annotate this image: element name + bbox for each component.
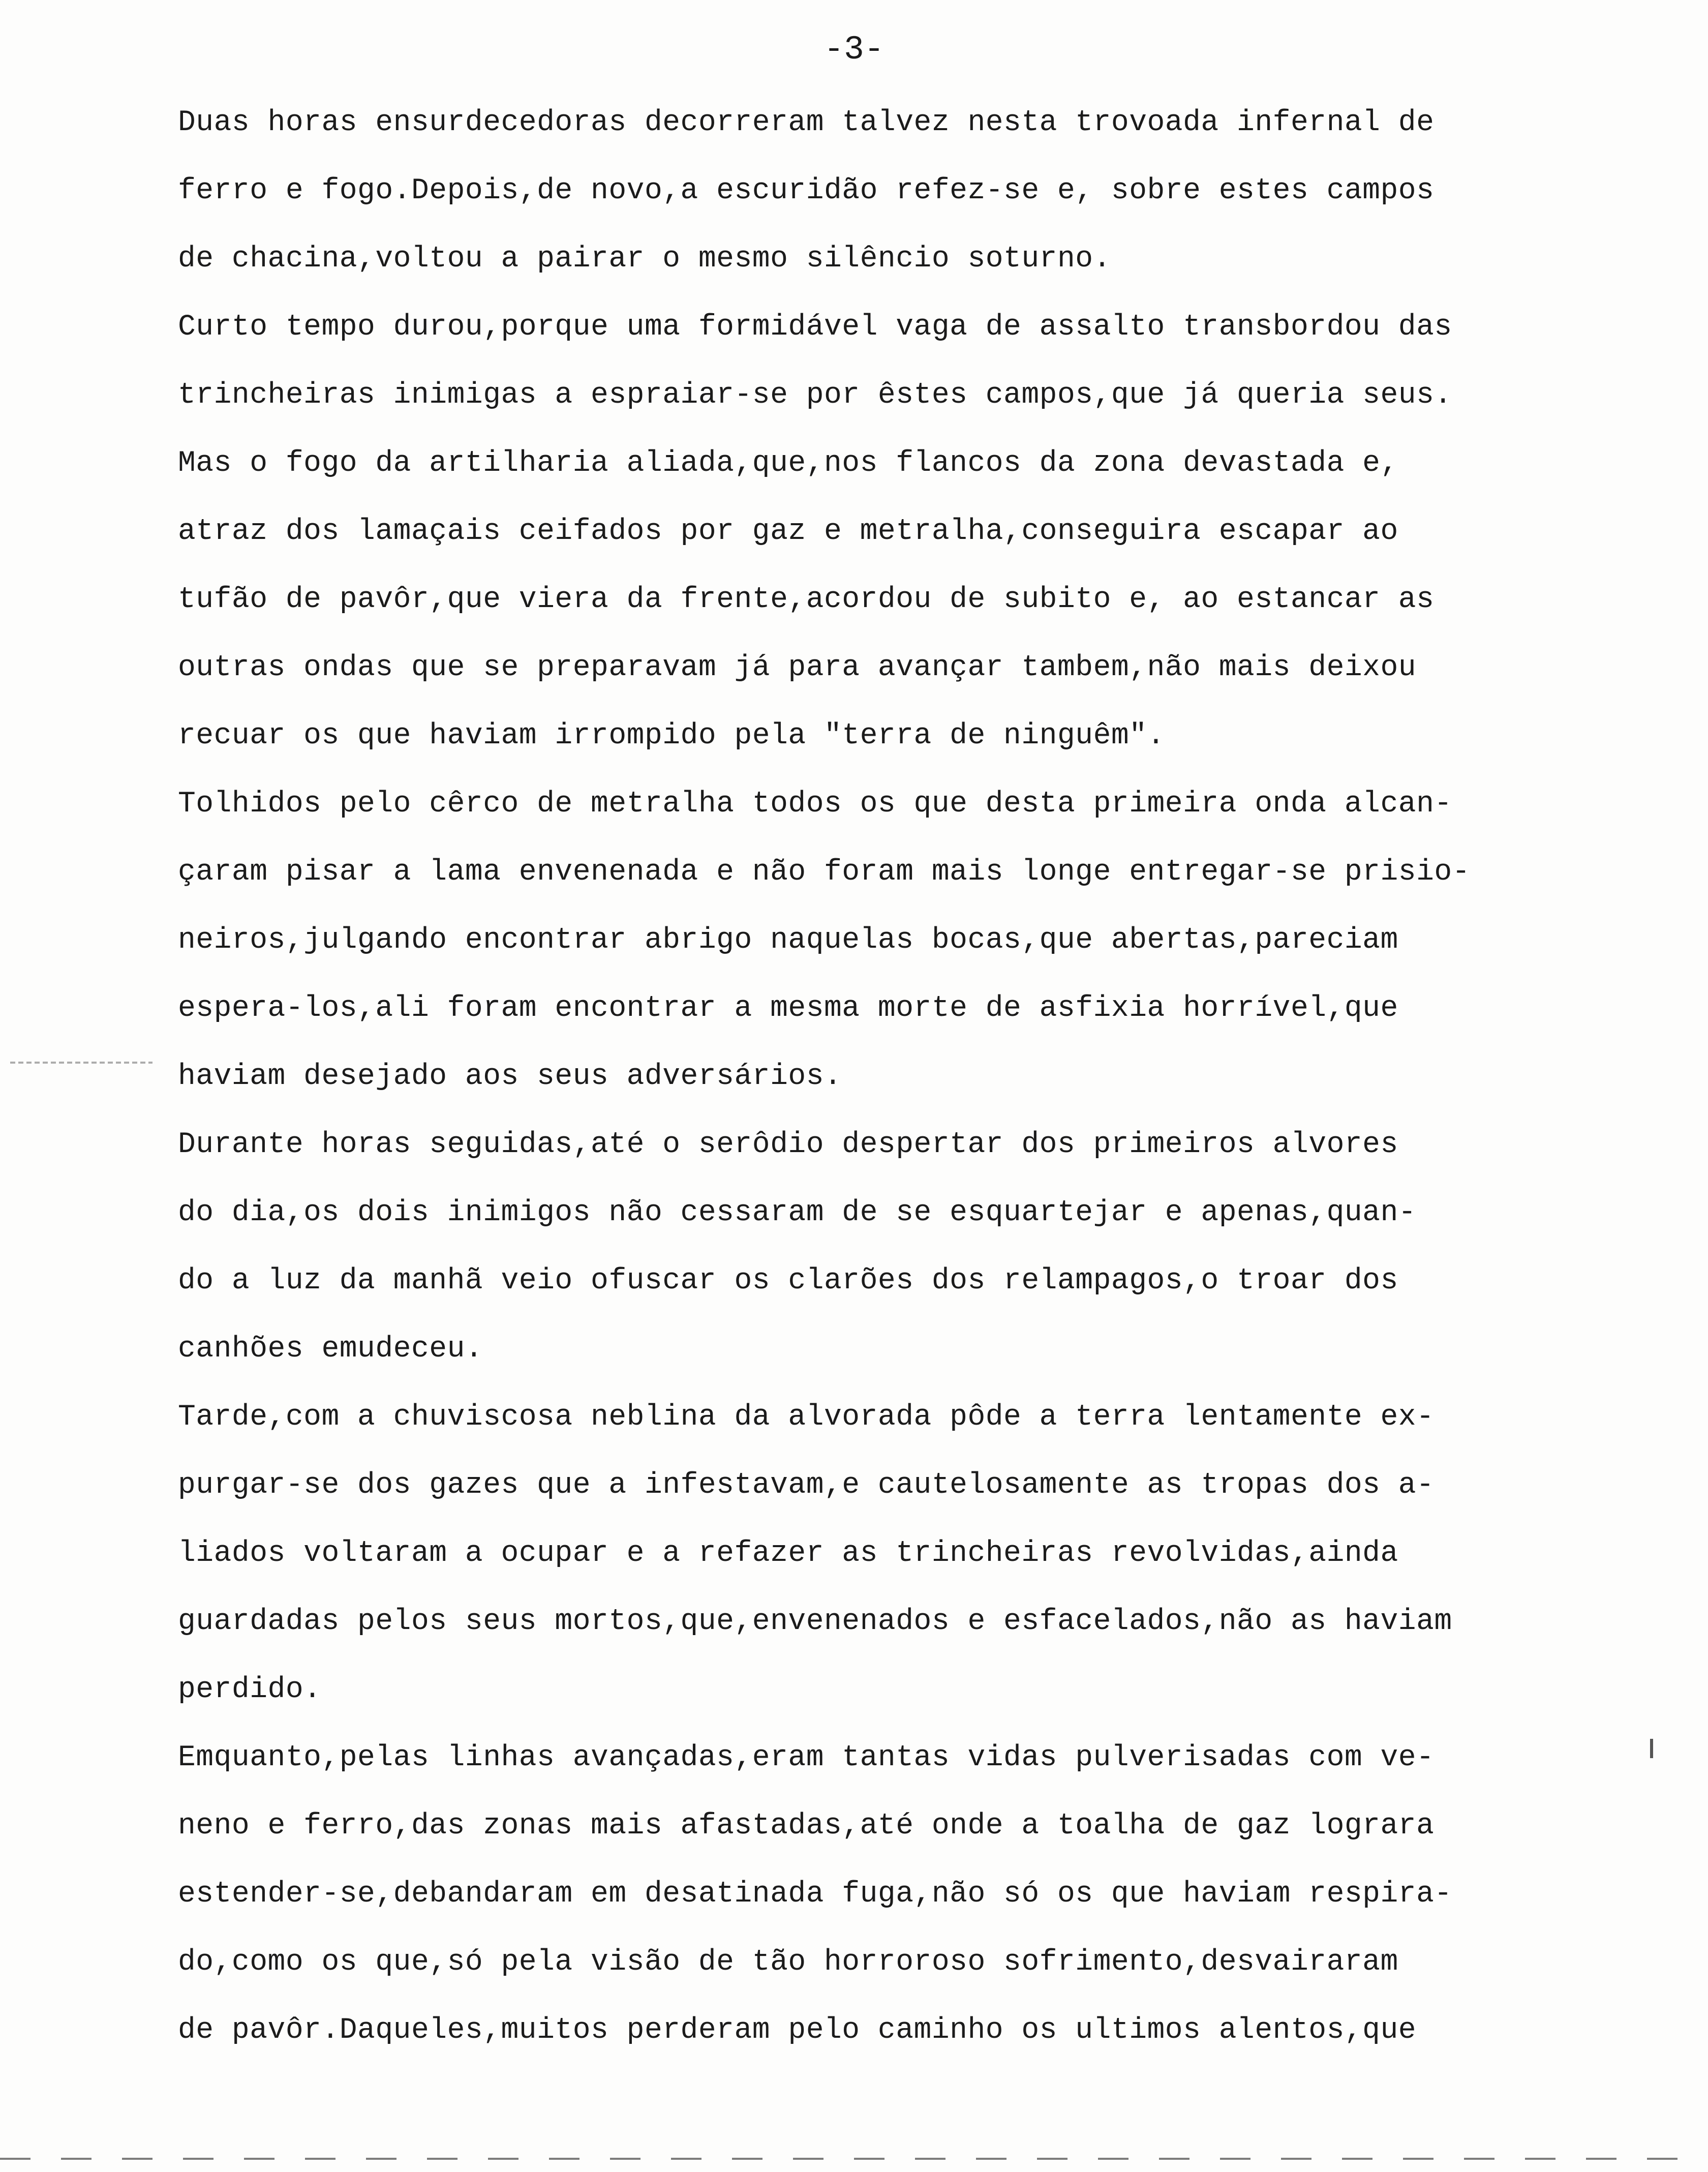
- text-line: de pavôr.Daqueles,muitos perderam pelo caminho os ultimos alentos,que: [178, 2014, 1417, 2047]
- text-line: Tarde,com a chuviscosa neblina da alvorada pôde a terra lentamente ex-: [178, 1401, 1435, 1434]
- text-line: ferro e fogo.Depois,de novo,a escuridão refez-se e, sobre estes campos: [178, 174, 1435, 207]
- ink-speck: [1650, 1739, 1653, 1758]
- text-line: tufão de pavôr,que viera da frente,acordou de subito e, ao estancar as: [178, 583, 1435, 616]
- text-line: trincheiras inimigas a espraiar-se por êstes campos,que já queria seus.: [178, 379, 1452, 412]
- text-line: estender-se,debandaram em desatinada fuga,não só os que haviam respira-: [178, 1878, 1452, 1911]
- text-line: guardadas pelos seus mortos,que,envenenados e esfacelados,não as haviam: [178, 1605, 1452, 1638]
- text-line: atraz dos lamaçais ceifados por gaz e metralha,conseguira escapar ao: [178, 515, 1398, 548]
- text-line: Emquanto,pelas linhas avançadas,eram tantas vidas pulverisadas com ve-: [178, 1741, 1435, 1774]
- text-line: neno e ferro,das zonas mais afastadas,até onde a toalha de gaz lograra: [178, 1809, 1435, 1843]
- text-line: canhões emudeceu.: [178, 1333, 483, 1366]
- text-line: Mas o fogo da artilharia aliada,que,nos flancos da zona devastada e,: [178, 447, 1398, 480]
- bottom-edge-rule: [0, 2158, 1708, 2160]
- text-line: purgar-se dos gazes que a infestavam,e cautelosamente as tropas dos a-: [178, 1469, 1435, 1502]
- text-line: espera-los,ali foram encontrar a mesma morte de asfixia horrível,que: [178, 992, 1398, 1025]
- text-line: perdido.: [178, 1673, 322, 1706]
- text-line: do,como os que,só pela visão de tão horroroso sofrimento,desvairaram: [178, 1946, 1398, 1979]
- text-line: do a luz da manhã veio ofuscar os clarões dos relampagos,o troar dos: [178, 1264, 1398, 1298]
- text-line: liados voltaram a ocupar e a refazer as trincheiras revolvidas,ainda: [178, 1537, 1398, 1570]
- text-line: neiros,julgando encontrar abrigo naquelas bocas,que abertas,pareciam: [178, 924, 1398, 957]
- page-number: -3-: [824, 31, 884, 69]
- text-line: de chacina,voltou a pairar o mesmo silêncio soturno.: [178, 243, 1111, 276]
- text-line: recuar os que haviam irrompido pela "terra de ninguêm".: [178, 719, 1165, 752]
- body-text: [178, 89, 1652, 2065]
- text-line: çaram pisar a lama envenenada e não foram mais longe entregar-se prisio-: [178, 856, 1471, 889]
- text-line: Duas horas ensurdecedoras decorreram talvez nesta trovoada infernal de: [178, 106, 1435, 139]
- text-line: Durante horas seguidas,até o serôdio despertar dos primeiros alvores: [178, 1128, 1398, 1161]
- margin-mark: [10, 1062, 152, 1064]
- text-line: outras ondas que se preparavam já para avançar tambem,não mais deixou: [178, 651, 1417, 684]
- text-line: Tolhidos pelo cêrco de metralha todos os que desta primeira onda alcan-: [178, 788, 1452, 821]
- text-line: haviam desejado aos seus adversários.: [178, 1060, 842, 1093]
- text-line: Curto tempo durou,porque uma formidável vaga de assalto transbordou das: [178, 311, 1452, 344]
- text-line: do dia,os dois inimigos não cessaram de se esquartejar e apenas,quan-: [178, 1196, 1417, 1229]
